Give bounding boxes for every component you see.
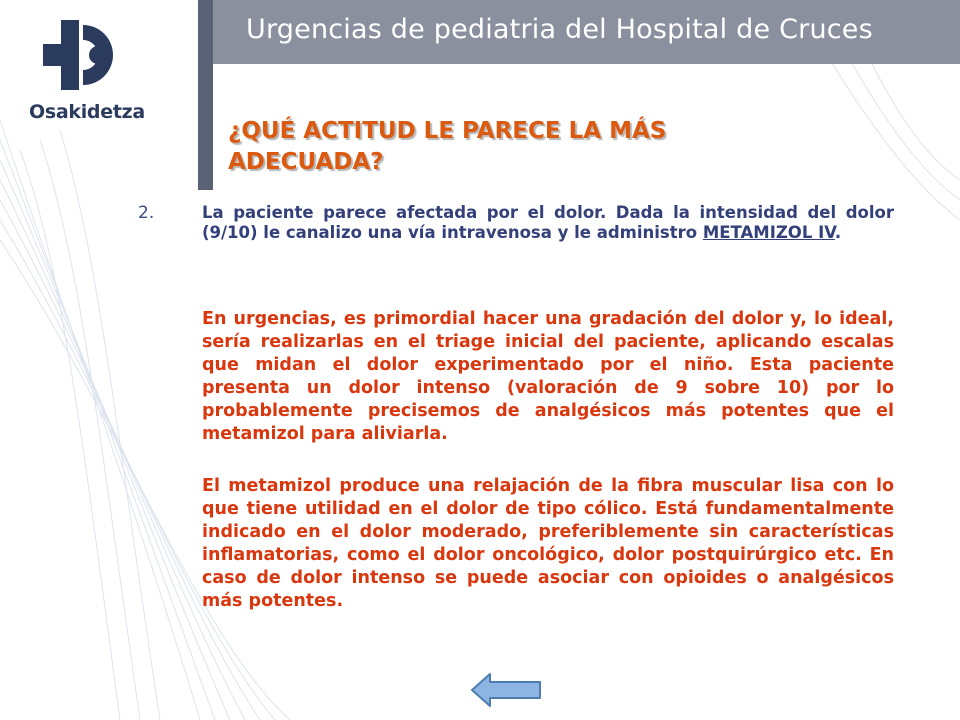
header-title: Urgencias de pediatria del Hospital de Cruces xyxy=(246,14,873,45)
feedback-paragraph-1: En urgencias, es primordial hacer una gradación del dolor y, lo ideal, sería realizarlas en el triage inicial del paciente, aplicando escalas que midan el dolor experimentado por el niño. Esta paciente presenta un dolor intenso (valoración de 9 sobre 10) por lo probablemente precisemos de analgésicos más potentes que el metamizol para aliviarla. xyxy=(202,309,894,444)
back-button[interactable] xyxy=(470,672,542,708)
osakidetza-logo-icon xyxy=(43,20,115,90)
header-vertical-bar xyxy=(198,0,213,190)
question-title: ¿QUÉ ACTITUD LE PARECE LA MÁS ADECUADA? xyxy=(228,118,667,175)
option-text-before: La paciente parece afectada por el dolor. Dada la intensidad del dolor (9/10) le canalizo una vía intravenosa y le administro xyxy=(202,203,894,242)
option-text-after: . xyxy=(834,223,842,242)
logo-brand-name: Osakidetza xyxy=(29,101,145,123)
option-number: 2. xyxy=(138,203,155,223)
left-arrow-icon xyxy=(472,674,540,706)
option-text xyxy=(202,203,894,243)
feedback-paragraph-2: El metamizol produce una relajación de la fibra muscular lisa con lo que tiene utilidad en el dolor de tipo cólico. Está fundamentalmente indicado en el dolor moderado, preferiblemente sin características inflamatorias, como el dolor oncológico, dolor postquirúrgico etc. En caso de dolor intenso se puede asociar con opioides o analgésicos más potentes. xyxy=(202,476,894,611)
option-drug-name: METAMIZOL IV xyxy=(702,223,835,242)
